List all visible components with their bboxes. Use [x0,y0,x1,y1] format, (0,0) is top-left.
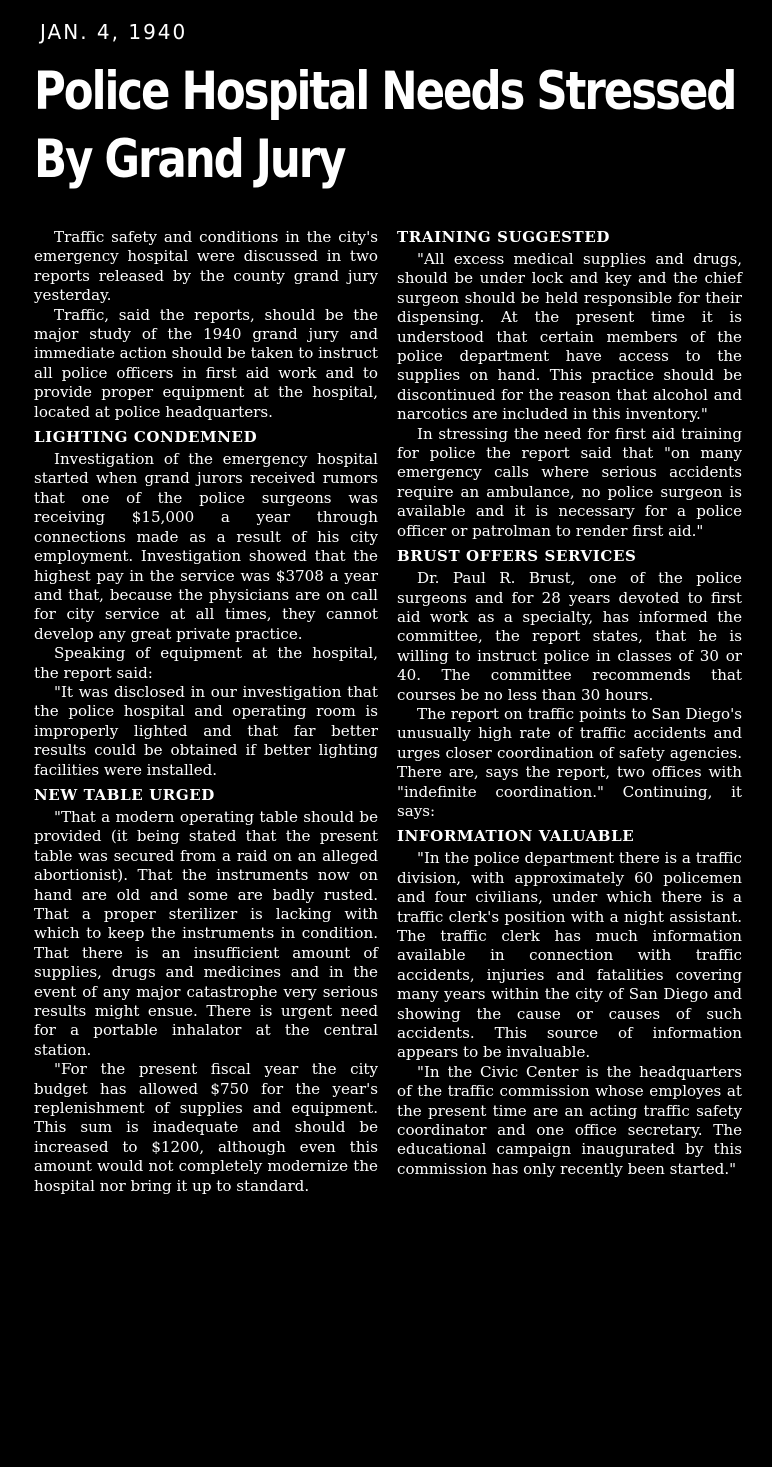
article-paragraph: "In the police department there is a traffic division, with approximately 60 policemen and four civilians, under which there is a traffic clerk's position with a night assistant. The traffic clerk has much information available in connection with traffic accidents, injuries and fatalities covering many years within the city of San Diego and showing the cause or causes of such accidents. This source of information appears to be invaluable. [397,849,743,1062]
article-paragraph: "For the present fiscal year the city budget has allowed $750 for the year's replenishment of supplies and equipment. This sum is inadequate and should be increased to $1200, although even this amount would not completely modernize the hospital nor bring it up to standard. [34,1060,378,1195]
headline [34,58,739,194]
article-paragraph: In stressing the need for first aid training for police the report said that "on many emergency calls where serious accidents require an ambulance, no police surgeon is available and it is necessary for a police officer or patrolman to render first aid." [397,424,742,540]
right-column [397,228,742,1179]
left-column [34,228,378,1196]
subheading-new-table-urged: NEW TABLE URGED [34,785,215,804]
article-paragraph: "That a modern operating table should be provided (it being stated that the present table was secured from a raid on an alleged abortionist). That the instruments now on hand are old and some are badly rusted. That a proper sterilizer is lacking with which to keep the instruments in condition. That there is an insufficient amount of supplies, drugs and medicines and in the event of any major catastrophe very serious results might ensue. There is urgent need for a portable inhalator at the central station. [34,807,378,1059]
subheading-information-valuable: INFORMATION VALUABLE [397,827,635,846]
subheading-brust-offers-services: BRUST OFFERS SERVICES [397,547,637,566]
article-paragraph: "All excess medical supplies and drugs, should be under lock and key and the chief surgeon should be held responsible for their dispensing. At the present time it is understood that certain members of the police department have access to the supplies on hand. This practice should be discontinued for the reason that alcohol and narcotics are included in this inventory." [397,250,742,424]
article-paragraph: "In the Civic Center is the headquarters of the traffic commission whose employes at the present time are an acting traffic safety coordinator and one office secretary. The educational campaign inaugurated by this commission has only recently been started." [397,1062,742,1178]
article-paragraph: Traffic safety and conditions in the city's emergency hospital were discussed in two reports released by the county grand jury yesterday. [34,228,378,305]
article-paragraph: "It was disclosed in our investigation that the police hospital and operating room is improperly lighted and that far better results could be obtained if better lighting facilities were installed. [34,682,378,779]
subheading-training-suggested: TRAINING SUGGESTED [397,228,610,246]
subheading-lighting-condemned: LIGHTING CONDEMNED [34,428,258,447]
clipping-date: JAN. 4, 1940 [40,20,188,44]
headline-line-1: Police Hospital Needs Stressed [34,61,736,122]
article-paragraph: Investigation of the emergency hospital started when grand jurors received rumors that one of the police surgeons was receiving $15,000 a year through connections made as a result of his city employment. Investigation showed that the highest pay in the service was $3708 a year and that, because the physicians are on call for city service at all times, they cannot develop any great private practice. [34,450,378,643]
article-paragraph: Speaking of equipment at the hospital, the report said: [34,644,378,682]
headline-line-2: By Grand Jury [34,129,345,190]
article-paragraph: Traffic, said the reports, should be the major study of the 1940 grand jury and immediate action should be taken to instruct all police officers in first aid work and to provide proper equipment at the hospital, located at police headquarters. [34,305,379,421]
article-paragraph: The report on traffic points to San Diego's unusually high rate of traffic accidents and urges closer coordination of safety agencies. There are, says the report, two offices with "indefinite coordination." Continuing, it says: [397,704,742,820]
article-paragraph: Dr. Paul R. Brust, one of the police surgeons and for 28 years devoted to first aid work as a specialty, has informed the committee, the report states, that he is willing to instruct police in classes of 30 or 40. The committee recommends that courses be no less than 30 hours. [397,569,742,704]
